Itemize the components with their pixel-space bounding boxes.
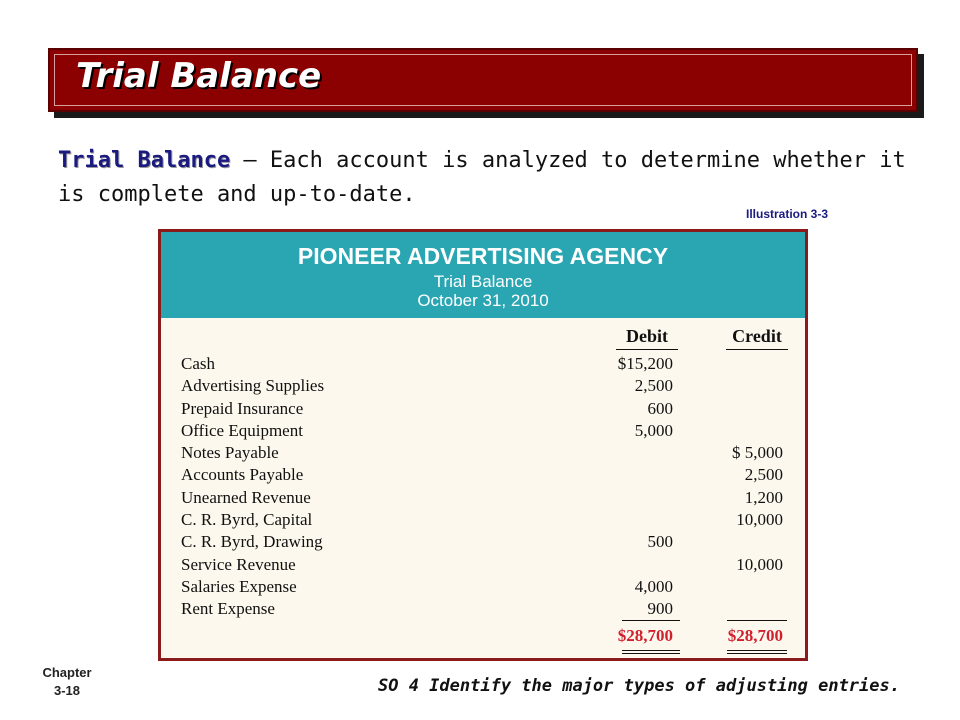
debit-total: $28,700 <box>617 626 673 645</box>
account-rows <box>161 354 805 622</box>
debit-amount: 600 <box>647 398 673 418</box>
debit-amount: 2,500 <box>634 376 673 396</box>
chapter-number: 3-18 <box>53 683 81 698</box>
account-name: C. R. Byrd, Drawing <box>181 532 323 552</box>
debit-double-rule <box>622 650 680 654</box>
debit-amount: 900 <box>647 599 673 619</box>
account-name: Cash <box>181 354 215 373</box>
account-name: Accounts Payable <box>181 465 304 485</box>
illustration-label: Illustration 3-3 <box>746 207 829 221</box>
debit-total-rule <box>622 620 680 621</box>
account-name: Service Revenue <box>181 554 296 574</box>
debit-amount: 4,000 <box>634 576 673 596</box>
credit-double-rule <box>727 650 787 654</box>
table-row <box>161 465 805 487</box>
table-row <box>161 599 805 621</box>
statement-date: October 31, 2010 <box>417 291 549 310</box>
intro-term: Trial Balance <box>58 148 231 173</box>
credit-amount: 2,500 <box>744 465 783 485</box>
table-row <box>161 376 805 398</box>
debit-column-header: Debit <box>616 326 678 350</box>
account-name: Notes Payable <box>181 443 279 463</box>
chapter-marker <box>36 664 98 700</box>
table-row <box>161 577 805 599</box>
account-name: Salaries Expense <box>181 576 297 596</box>
account-name: C. R. Byrd, Capital <box>181 510 313 530</box>
debit-amount: 5,000 <box>634 420 673 440</box>
statement-title: Trial Balance <box>433 272 533 291</box>
credit-amount: 10,000 <box>736 554 783 574</box>
credit-total-rule <box>727 620 787 621</box>
table-row <box>161 555 805 577</box>
table-row <box>161 488 805 510</box>
intro-text: – Each account is analyzed to determine whether it is complete and up-to-date. <box>58 148 906 207</box>
debit-amount: 500 <box>647 532 673 552</box>
table-row <box>161 532 805 554</box>
table-row <box>161 399 805 421</box>
chapter-label: Chapter <box>42 665 92 680</box>
table-row <box>161 354 805 376</box>
study-objective: SO 4 Identify the major types of adjusting entries. <box>378 676 900 696</box>
table-row <box>161 510 805 532</box>
company-name: PIONEER ADVERTISING AGENCY <box>297 243 669 269</box>
credit-column-header: Credit <box>726 326 788 350</box>
slide-title: Trial Balance <box>76 56 322 96</box>
account-name: Prepaid Insurance <box>181 398 304 418</box>
intro-paragraph <box>58 144 938 212</box>
debit-amount: $15,200 <box>617 354 673 373</box>
account-name: Rent Expense <box>181 599 275 619</box>
title-banner <box>48 48 918 112</box>
statement-header <box>161 232 805 318</box>
credit-amount: 1,200 <box>744 487 783 507</box>
table-row <box>161 443 805 465</box>
credit-amount: $ 5,000 <box>732 443 783 463</box>
account-name: Office Equipment <box>181 420 303 440</box>
credit-amount: 10,000 <box>736 510 783 530</box>
credit-total: $28,700 <box>727 626 783 645</box>
table-row <box>161 421 805 443</box>
account-name: Advertising Supplies <box>181 376 325 396</box>
account-name: Unearned Revenue <box>181 487 311 507</box>
trial-balance-statement <box>158 229 808 661</box>
